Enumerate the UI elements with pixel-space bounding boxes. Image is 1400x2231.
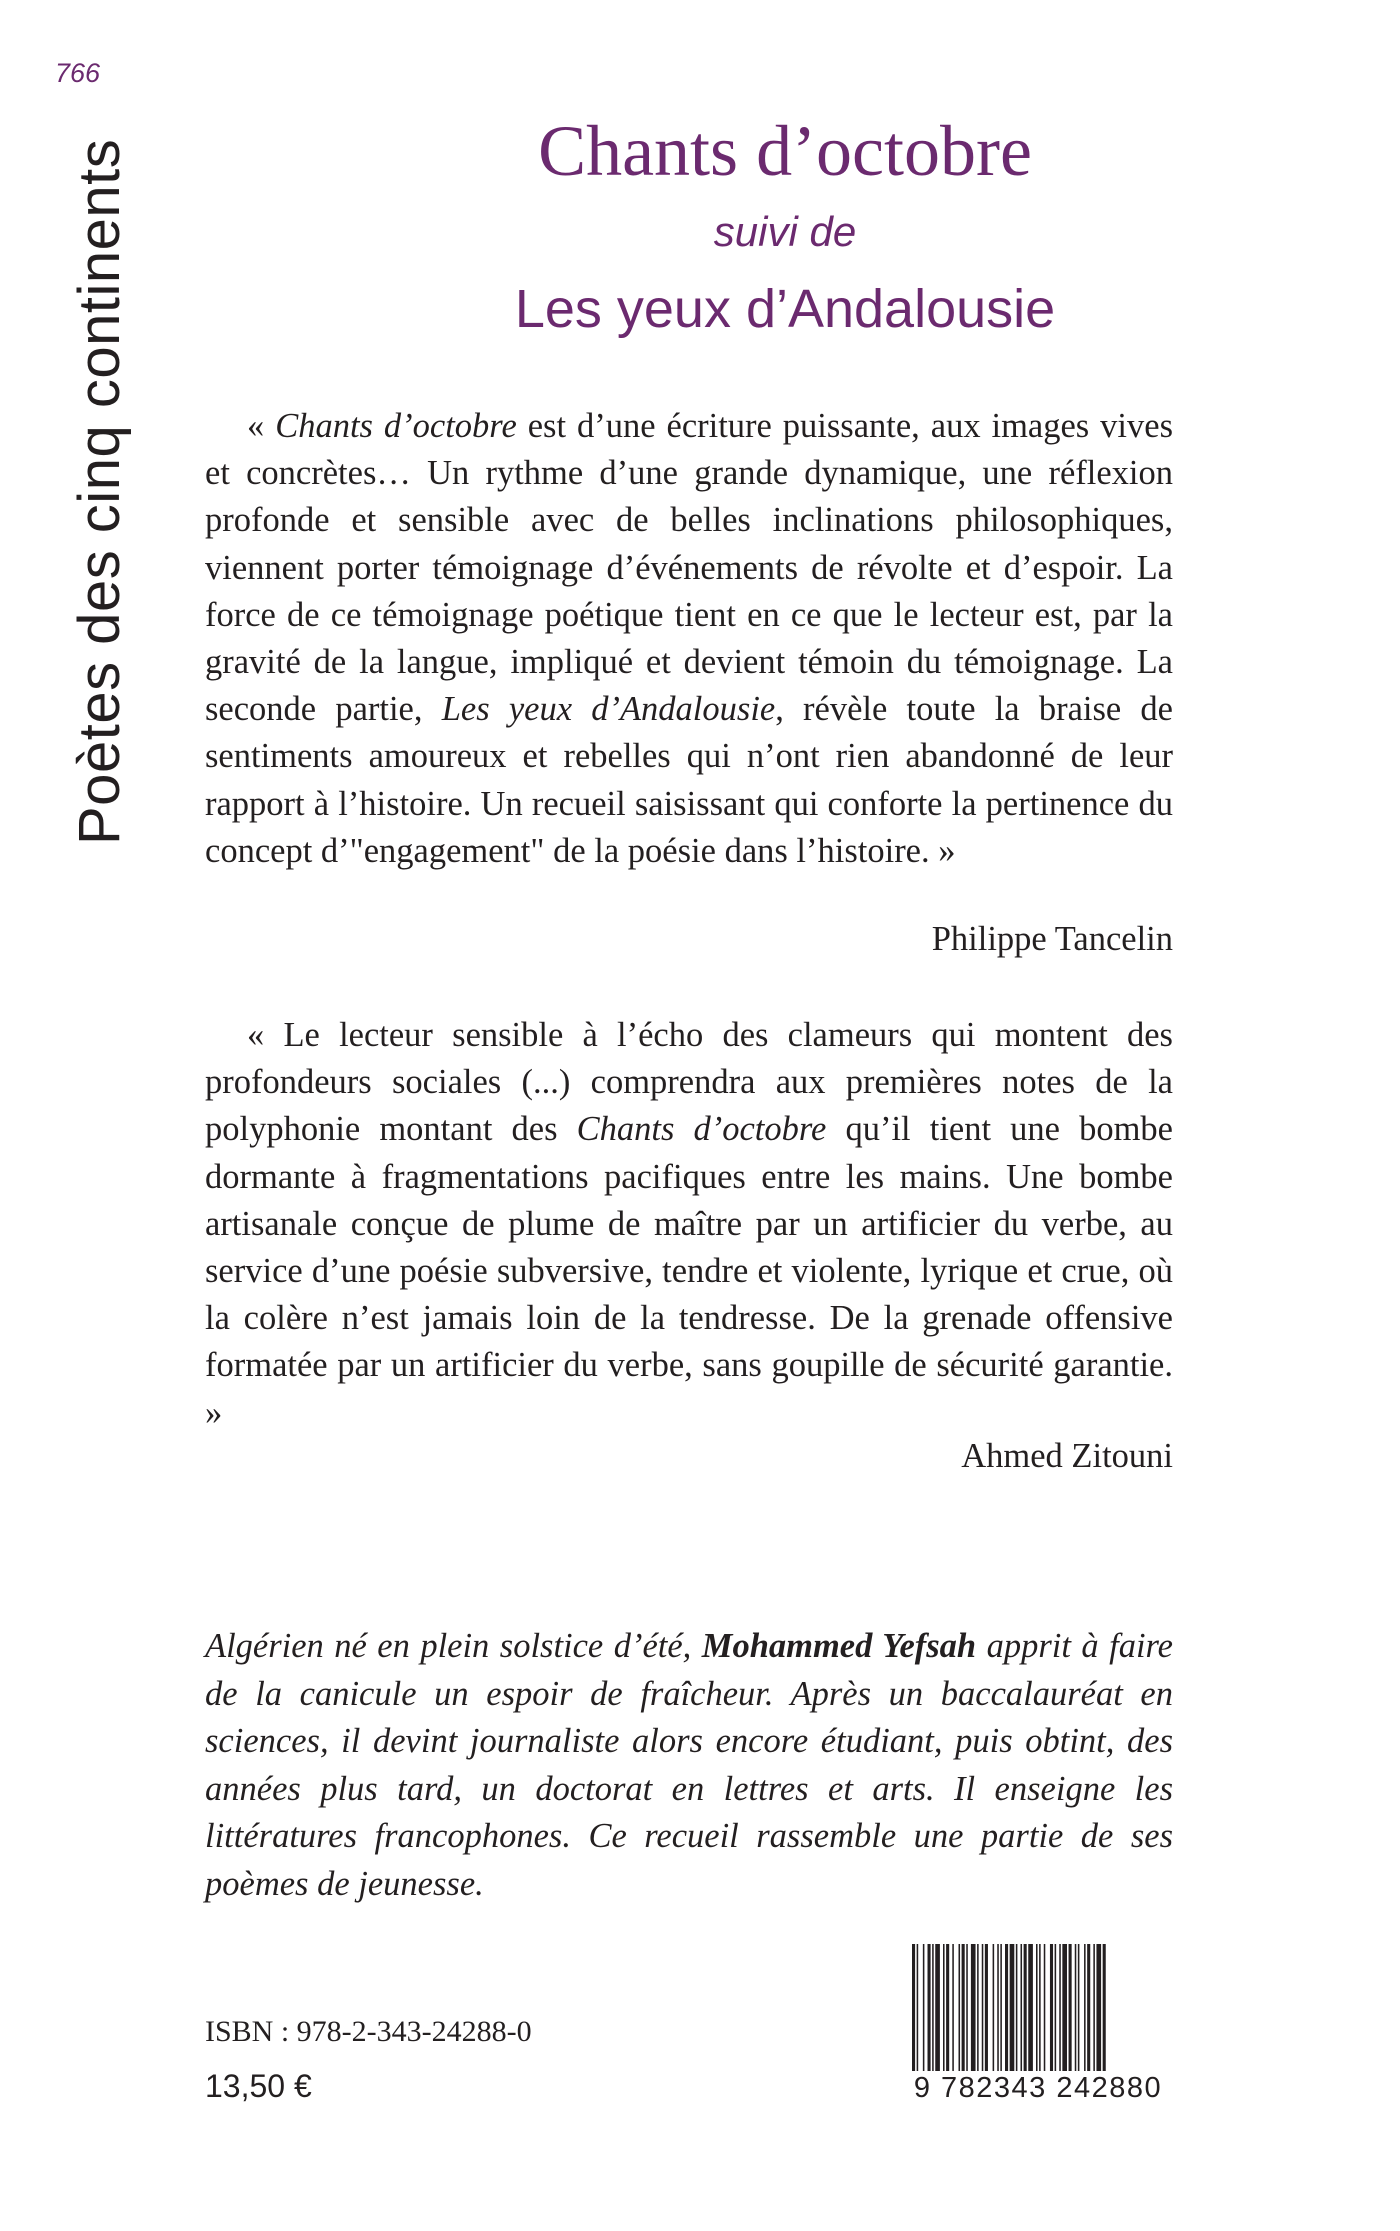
isbn: ISBN : 978-2-343-24288-0: [205, 2015, 532, 2048]
barcode-bar: [1010, 1944, 1015, 2071]
barcode-bar: [1005, 1944, 1008, 2071]
barcode-bar: [959, 1944, 961, 2071]
barcode-bar: [971, 1944, 976, 2071]
barcode-bar: [1055, 1944, 1057, 2071]
barcode-bar: [928, 1944, 931, 2071]
book-title: Chants d’octobre: [538, 111, 1032, 191]
barcode-bar: [1050, 1944, 1053, 2071]
barcode-bar: [912, 1944, 915, 2071]
quote-tancelin: [205, 403, 1173, 875]
barcode-bar: [932, 1944, 934, 2071]
barcode-bar: [1024, 1944, 1027, 2071]
barcode-bar: [917, 1944, 919, 2071]
author-name: Mohammed Yefsah: [701, 1627, 977, 1665]
barcode-bar: [1036, 1944, 1038, 2071]
barcode-bar: [952, 1944, 954, 2071]
barcode-bar: [923, 1944, 925, 2071]
price: 13,50 €: [205, 2068, 312, 2104]
book-second-title: Les yeux d’Andalousie: [514, 279, 1056, 339]
quote-text: « Le lecteur sensible à l’écho des clameurs qui montent des profondeurs sociales (...) comprendra aux premières notes de la polyphonie montant des: [205, 1016, 1173, 1149]
quote-text: «: [247, 407, 276, 445]
quote-italic-title: Les yeux d’Andalousie: [441, 690, 776, 729]
barcode-digits: 9 782343 242880: [913, 2072, 1163, 2104]
barcode-bar: [985, 1944, 988, 2071]
barcode-bar: [966, 1944, 968, 2071]
barcode-bar: [943, 1944, 945, 2071]
barcode-bar: [1028, 1944, 1033, 2071]
title-connector: suivi de: [713, 208, 857, 255]
quote-text: qu’il tient une bombe dormante à fragmentations pacifiques entre les mains. Une bombe artisanale conçue de plume de maître par un artificier du verbe, au service d’une poésie subversive, tendre et violente, lyrique et crue, où la colère n’est jamais loin de la tendresse. De la grenade offensive formatée par un artificier du verbe, sans goupille de sécurité garantie. »: [205, 1110, 1173, 1432]
barcode-bar: [1044, 1944, 1046, 2071]
quote-text: est d’une écriture puissante, aux images vives et concrètes… Un rythme d’une grande dynamique, une réflexion profonde et sensible avec de belles inclinations philosophiques, viennent porter témoignage d’événements de révolte et d’espoir. La force de ce témoignage poétique tient en ce que le lecteur est, par la gravité de la langue, impliqué et devient témoin du témoignage. La seconde partie,: [205, 407, 1174, 729]
barcode-bar: [977, 1944, 979, 2071]
barcode-bar: [946, 1944, 949, 2071]
quote-author-tancelin: Philippe Tancelin: [931, 920, 1173, 958]
barcode-bar: [1103, 1944, 1106, 2071]
barcode-bar: [993, 1944, 995, 2071]
quote-italic-title: Chants d’octobre: [275, 407, 517, 445]
barcode-bars: [912, 1944, 1166, 2071]
barcode-bar: [1069, 1944, 1072, 2071]
barcode-bar: [1078, 1944, 1080, 2071]
barcode-bar: [1093, 1944, 1095, 2071]
quote-author-zitouni: Ahmed Zitouni: [961, 1437, 1173, 1475]
barcode-bar: [935, 1944, 940, 2071]
barcode-bar: [1062, 1944, 1067, 2071]
barcode-bar: [962, 1944, 965, 2071]
barcode-bar: [1084, 1944, 1086, 2071]
bio-text-after: apprit à faire de la canicule un espoir de fraîcheur. Après un baccalauréat en sciences, il devint journaliste alors encore étudiant, puis obtint, des années plus tard, un doctorat en lettres et arts. Il enseigne les littératures francophones. Ce recueil rassemble une partie de ses poèmes de jeunesse.: [205, 1627, 1173, 1903]
barcode-bar: [982, 1944, 984, 2071]
barcode-bar: [1059, 1944, 1061, 2071]
author-bio: [205, 1623, 1173, 1909]
barcode-bar: [1087, 1944, 1090, 2071]
quote-italic-title: Chants d’octobre: [576, 1110, 827, 1149]
quote-zitouni: [205, 1012, 1173, 1437]
barcode-bar: [1096, 1944, 1101, 2071]
bio-text-before: Algérien né en plein solstice d’été,: [205, 1627, 702, 1665]
barcode-bar: [1021, 1944, 1023, 2071]
series-name: Poètes des cinq continents: [67, 138, 132, 845]
quote-text: , révèle toute la braise de sentiments amoureux et rebelles qui n’ont rien abandonné de leur rapport à l’histoire. Un recueil saisissant qui conforte la pertinence du concept d’"engagement" de la poésie dans l’histoire. »: [205, 690, 1173, 870]
series-number: 766: [55, 58, 101, 88]
barcode-bar: [1075, 1944, 1077, 2071]
barcode-bar: [997, 1944, 999, 2071]
barcode-bar: [1000, 1944, 1002, 2071]
barcode-bar: [1016, 1944, 1018, 2071]
barcode-bar: [1039, 1944, 1041, 2071]
